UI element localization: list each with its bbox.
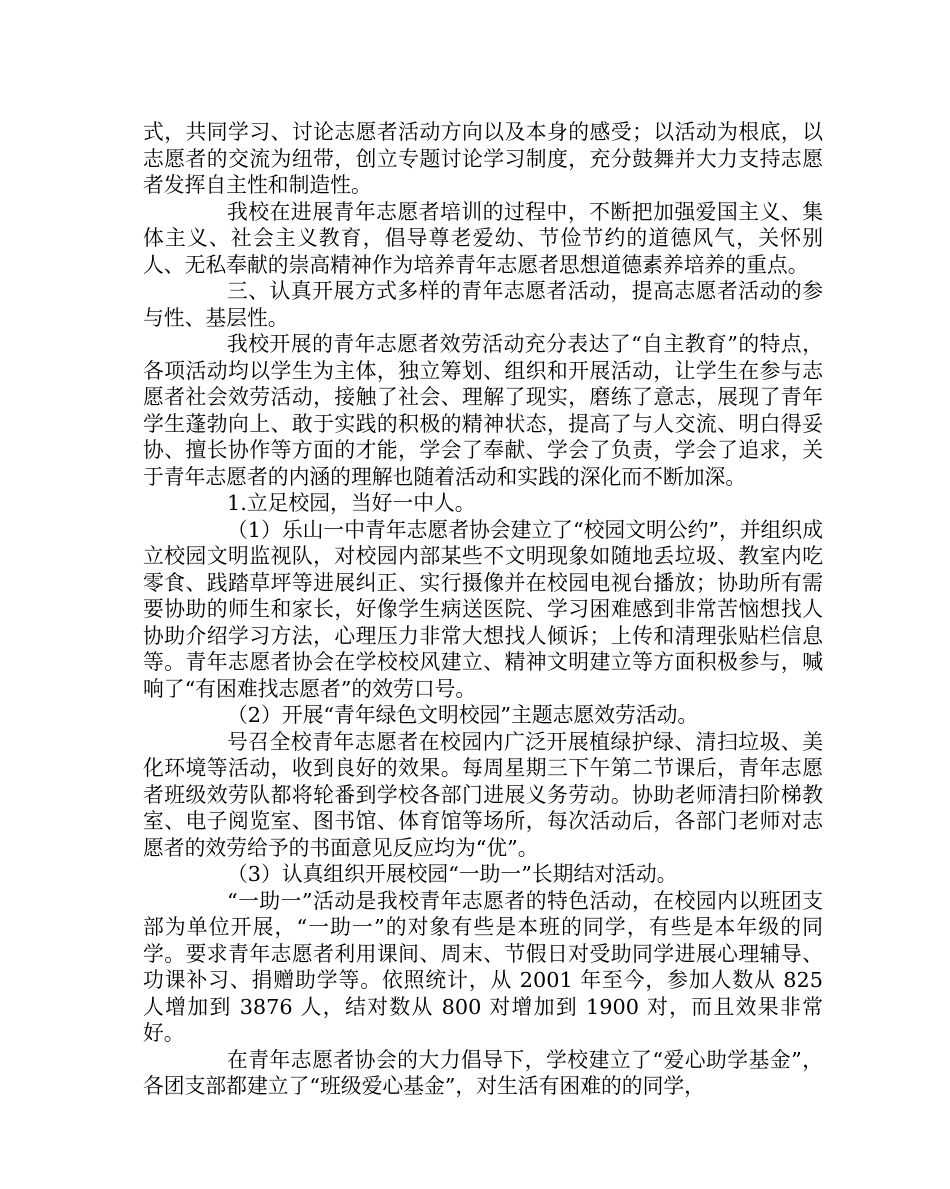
body-paragraph: 号召全校青年志愿者在校园内广泛开展植绿护绿、清扫垃圾、美化环境等活动，收到良好的效果。每周星期三下午第二节课后，青年志愿者班级效劳队都将轮番到学校各部门进展义务劳动。协助老师清扫阶梯教室、电子阅览室、图书馆、体育馆等场所，每次活动后，各部门老师对志愿者的效劳给予的书面意见反应均为“优”。 bbox=[143, 729, 823, 860]
body-paragraph: “一助一”活动是我校青年志愿者的特色活动，在校园内以班团支部为单位开展，“一助一”的对象有些是本班的同学，有些是本年级的同学。要求青年志愿者利用课间、周末、节假日对受助同学进展心理辅导、功课补习、捐赠助学等。依照统计，从 2001 年至今，参加人数从 825 人增加到 3876 人，结对数从 800 对增加到 1900 对，而且效果非常好。 bbox=[143, 888, 823, 1045]
item-heading: （3）认真组织开展校园“一助一”长期结对活动。 bbox=[227, 862, 678, 886]
body-paragraph: 我校开展的青年志愿者效劳活动充分表达了“自主教育”的特点，各项活动均以学生为主体，独立筹划、组织和开展活动，让学生在参与志愿者社会效劳活动，接触了社会、理解了现实，磨练了意志，展现了青年学生蓬勃向上、敢于实践的积极的精神状态，提高了与人交流、明白得妥协、擅长协作等方面的才能，学会了奉献、学会了负责，学会了追求，关于青年志愿者的内涵的理解也随着活动和实践的深化而不断加深。 bbox=[143, 332, 823, 489]
body-paragraph: 我校在进展青年志愿者培训的过程中，不断把加强爱国主义、集体主义、社会主义教育，倡导尊老爱幼、节俭节约的道德风气，关怀别人、无私奉献的崇高精神作为培养青年志愿者思想道德素养培养的重点。 bbox=[143, 199, 823, 277]
subsection-heading: 1.立足校园，当好一中人。 bbox=[227, 491, 476, 515]
section-heading: 三、认真开展方式多样的青年志愿者活动，提高志愿者活动的参与性、基层性。 bbox=[143, 279, 823, 330]
body-paragraph: 式，共同学习、讨论志愿者活动方向以及本身的感受；以活动为根底，以志愿者的交流为纽带，创立专题讨论学习制度，充分鼓舞并大力支持志愿者发挥自主性和制造性。 bbox=[143, 120, 823, 197]
body-paragraph: （1）乐山一中青年志愿者协会建立了“校园文明公约”，并组织成立校园文明监视队，对校园内部某些不文明现象如随地丢垃圾、教室内吃零食、践踏草坪等进展纠正、实行摄像并在校园电视台播放；协助所有需要协助的师生和家长，好像学生病送医院、学习困难感到非常苦恼想找人协助介绍学习方法，心理压力非常大想找人倾诉；上传和清理张贴栏信息等。青年志愿者协会在学校校风建立、精神文明建立等方面积极参与，喊响了“有困难找志愿者”的效劳口号。 bbox=[143, 517, 824, 701]
body-paragraph: 在青年志愿者协会的大力倡导下，学校建立了“爱心助学基金”，各团支部都建立了“班级爱心基金”，对生活有困难的的同学， bbox=[143, 1047, 823, 1098]
item-heading: （2）开展“青年绿色文明校园”主题志愿效劳活动。 bbox=[227, 703, 699, 727]
document-page bbox=[143, 119, 823, 1100]
